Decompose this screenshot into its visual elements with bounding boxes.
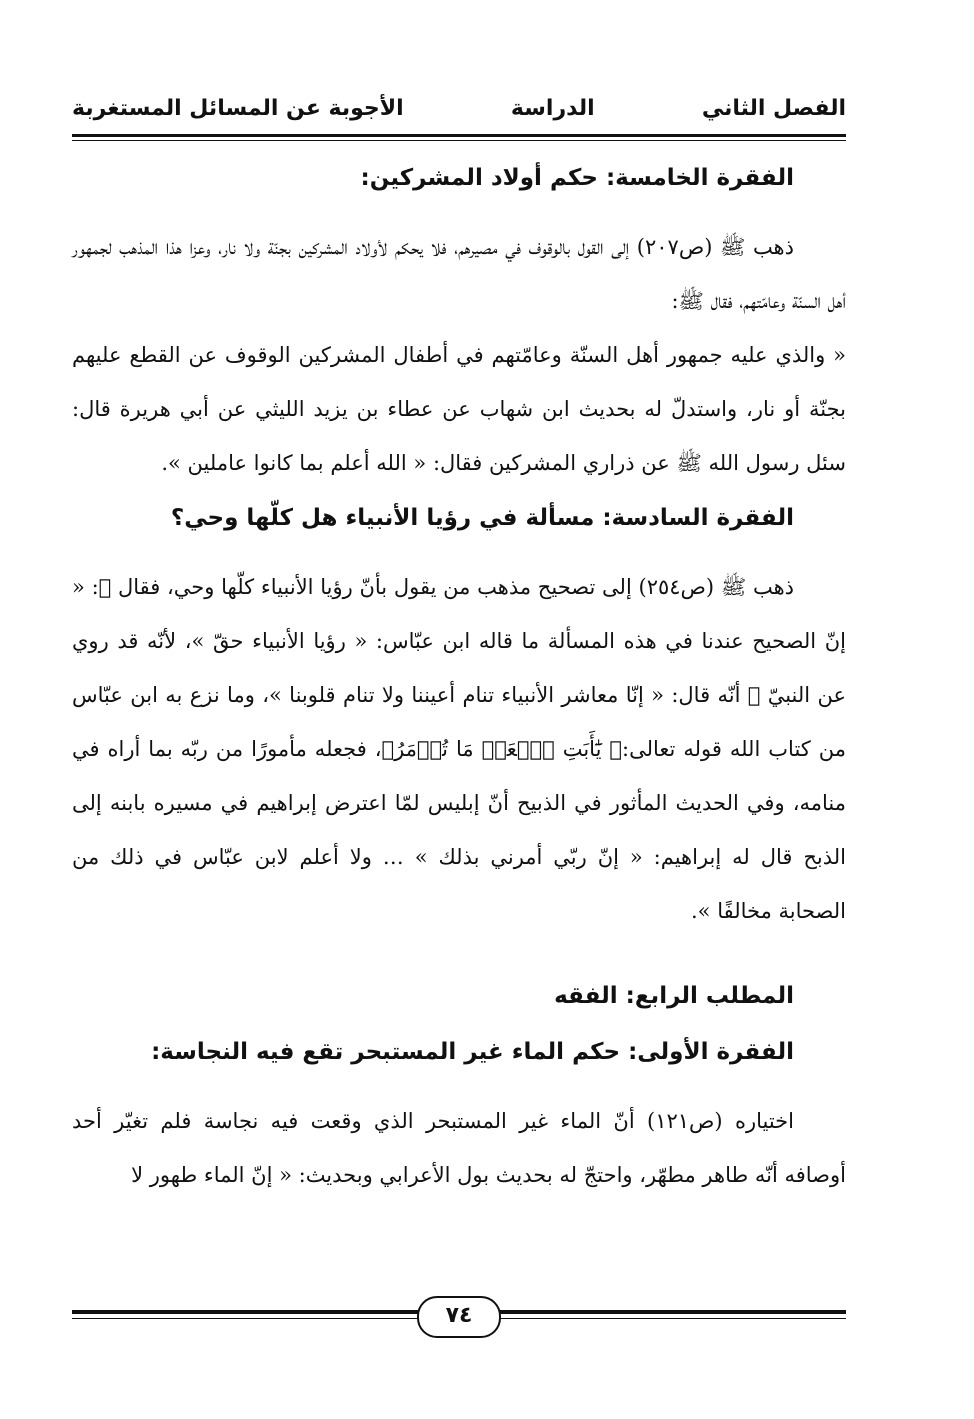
major-heading: المطلب الرابع: الفقه bbox=[554, 983, 794, 1009]
header-chapter: الفصل الثاني bbox=[701, 95, 846, 121]
header-section: الدراسة bbox=[510, 95, 595, 121]
running-header bbox=[72, 88, 846, 128]
page-body bbox=[72, 150, 846, 1202]
body-paragraph: اختياره (ص١٢١) أنّ الماء غير المستبحر الذي وقعت فيه نجاسة فلم تغيّر أحد أوصافه أنّه طاهر مطهّر، واحتجّ له بحديث بول الأعرابي وبحديث: « إنّ الماء طهور لا bbox=[72, 1109, 846, 1187]
section-heading: الفقرة السادسة: مسألة في رؤيا الأنبياء هل كلّها وحي؟ bbox=[170, 505, 794, 531]
page-number: ٧٤ bbox=[417, 1296, 501, 1338]
body-paragraph: ذهب ﷺ (ص٢٥٤) إلى تصحيح مذهب من يقول بأنّ رؤيا الأنبياء كلّها وحي، فقال ﷺ: « إنّ الصحيح عندنا في هذه المسألة ما قاله ابن عبّاس: « رؤيا الأنبياء حقّ »، لأنّه قد روي عن النبيّ ﷺ أنّه قال: « إنّا معاشر الأنبياء تنام أعيننا ولا تنام قلوبنا »، وما نزع به ابن عبّاس من كتاب الله قوله تعالى:﴿ يَٰٓأَبَتِ ٱفۡعَلۡ مَا تُؤۡمَرُ﴾، فجعله مأمورًا من ربّه بما أراه في منامه، وفي الحديث المأثور في الذبيح أنّ إبليس لمّا اعترض إبراهيم في مسيره بابنه إلى الذبح قال له إبراهيم: « إنّ ربّي أمرني بذلك » … ولا أعلم لابن عبّاس في ذلك من الصحابة مخالفًا ». bbox=[72, 575, 846, 923]
header-rule-thin bbox=[72, 140, 846, 141]
header-rule bbox=[72, 134, 846, 137]
body-paragraph: ذهب ﷺ (ص٢٠٧) إلى القول بالوقوف في مصيرهم، فلا يحكم لأولاد المشركين بجنّة ولا نار، وعزا هذا المذهب لجمهور أهل السنّة وعامّتهم، فقال ﷺ: bbox=[72, 235, 846, 313]
section-heading: الفقرة الخامسة: حكم أولاد المشركين: bbox=[360, 165, 794, 191]
quoted-paragraph: « والذي عليه جمهور أهل السنّة وعامّتهم في أطفال المشركين الوقوف عن القطع عليهم بجنّة أو نار، واستدلّ له بحديث ابن شهاب عن عطاء بن يزيد الليثي عن أبي هريرة قال: سئل رسول الله ﷺ عن ذراري المشركين فقال: « الله أعلم بما كانوا عاملين ». bbox=[72, 343, 846, 475]
header-book-title: الأجوبة عن المسائل المستغربة bbox=[72, 95, 404, 121]
section-heading: الفقرة الأولى: حكم الماء غير المستبحر تقع فيه النجاسة: bbox=[151, 1039, 794, 1065]
page-footer bbox=[72, 1296, 846, 1336]
